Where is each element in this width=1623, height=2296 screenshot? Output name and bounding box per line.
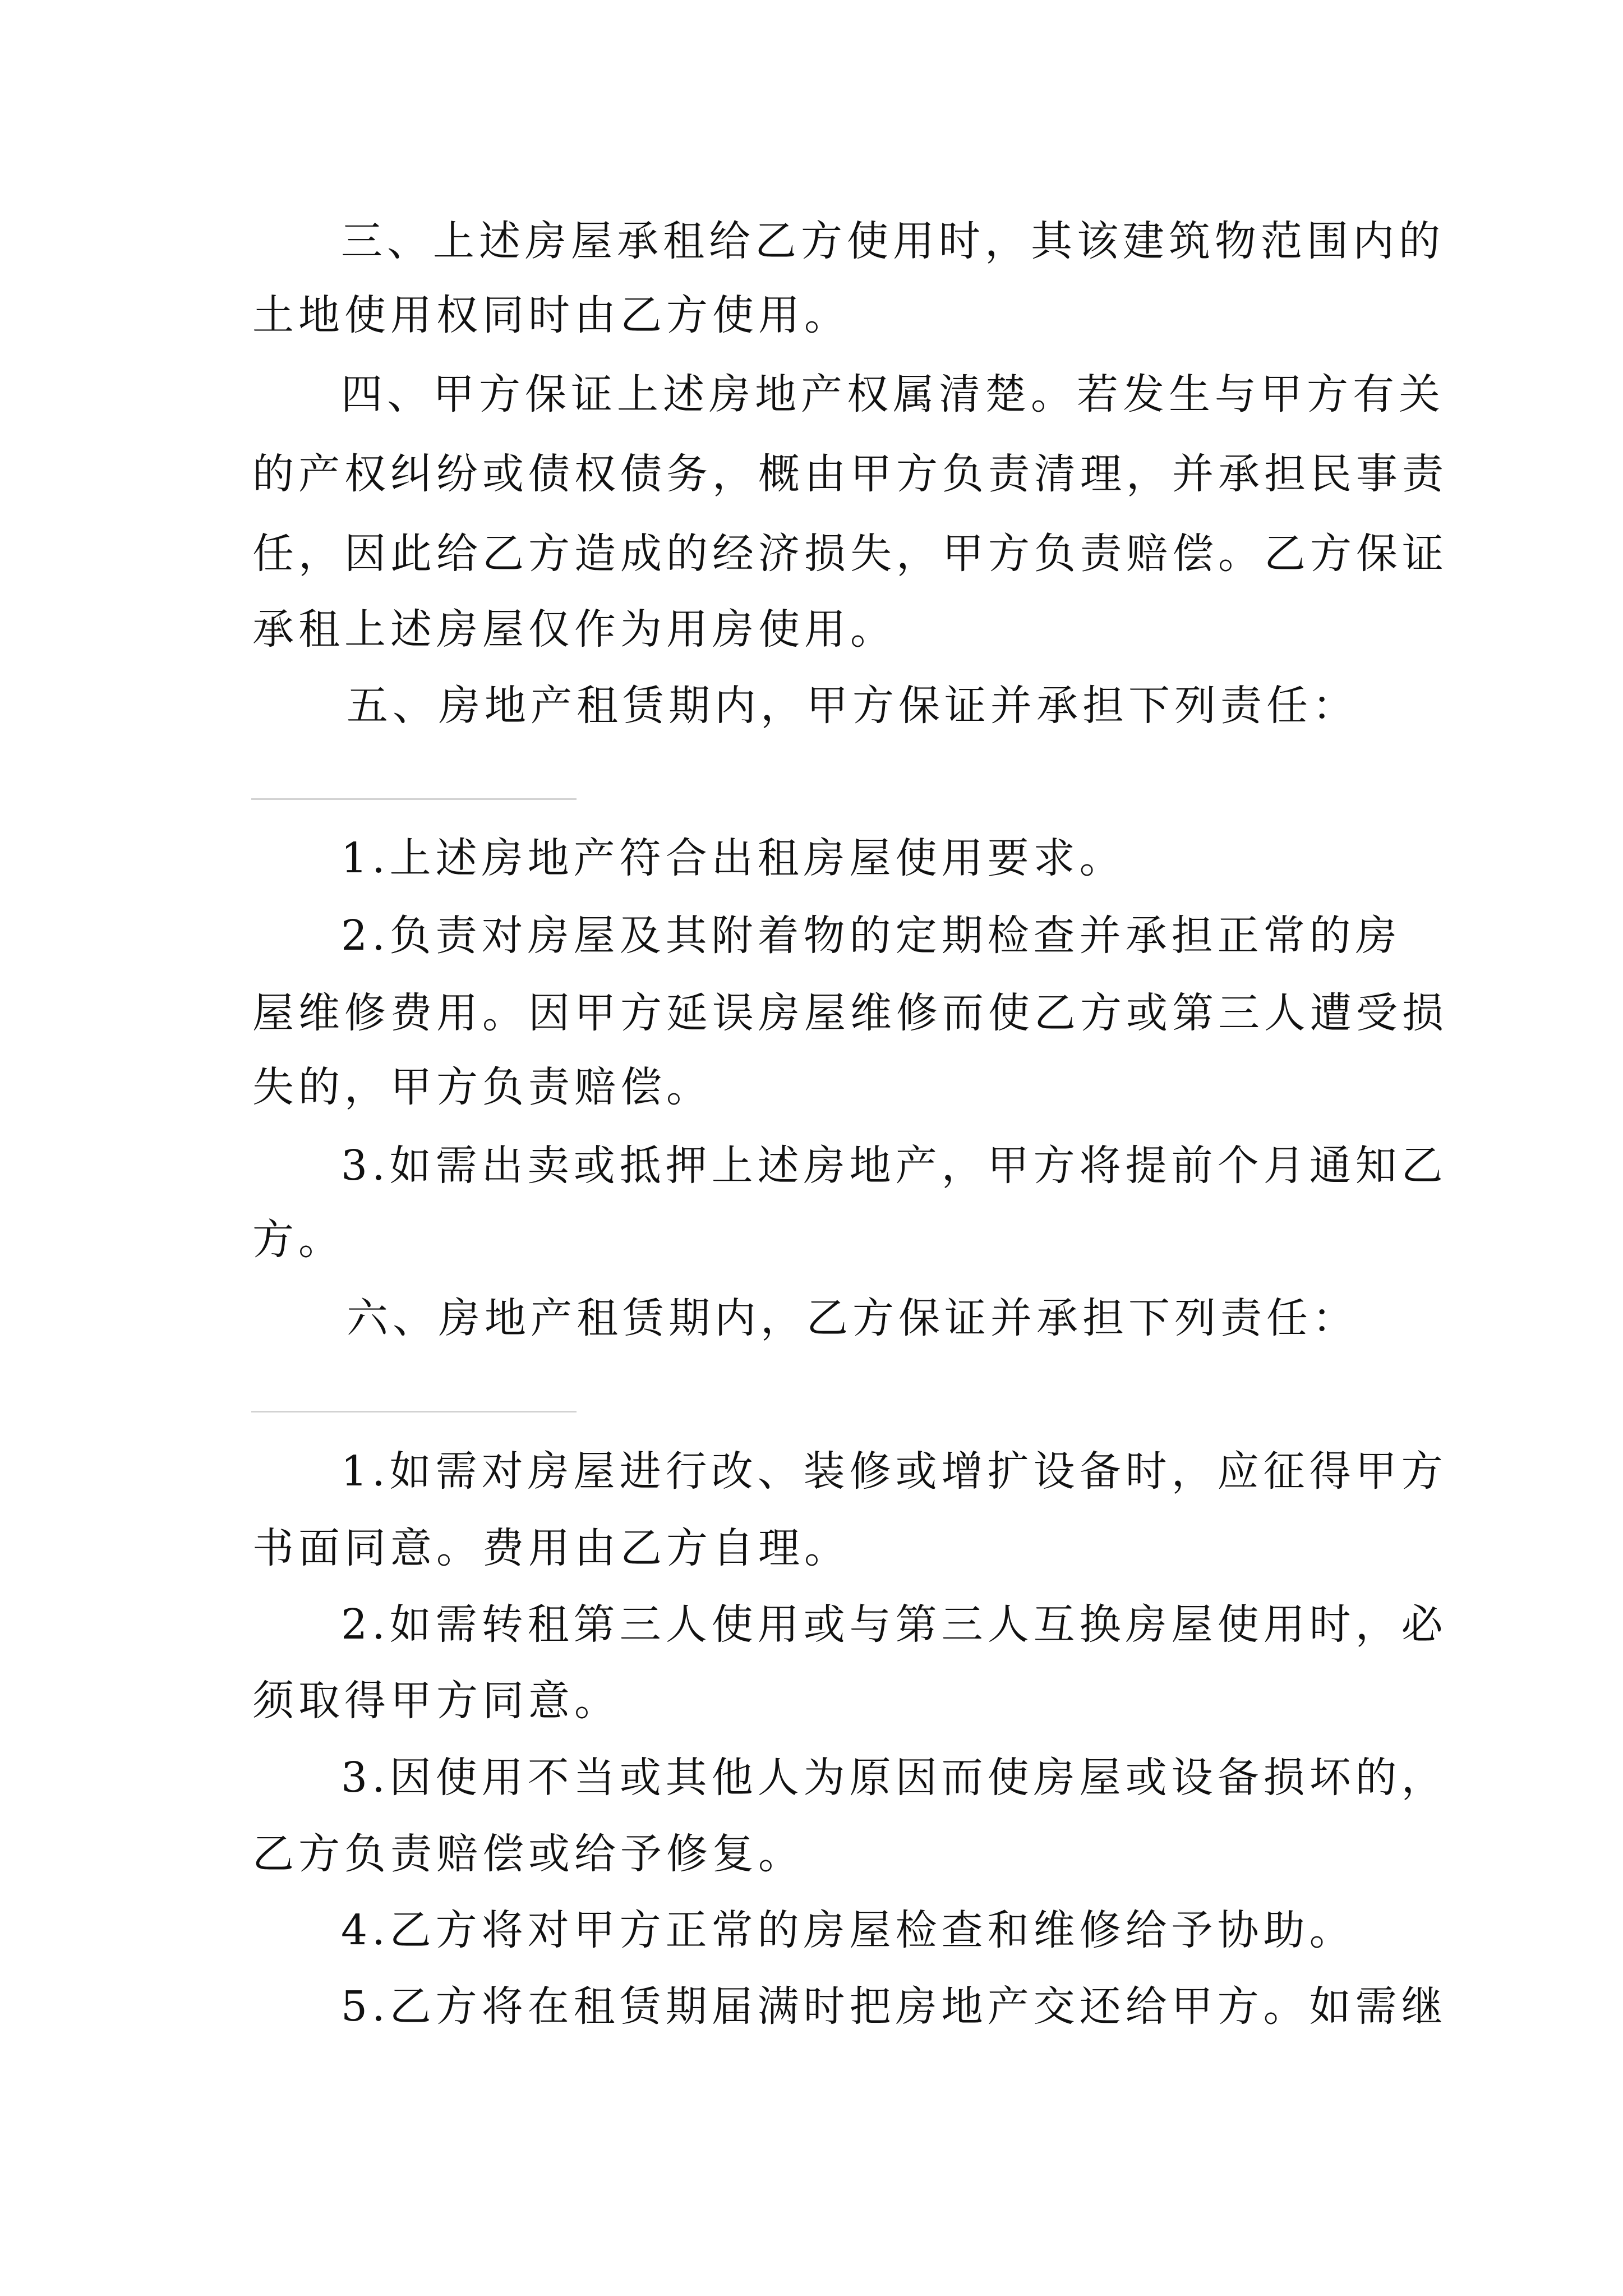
section-5-item-1: 1.上述房地产符合出租房屋使用要求。 <box>341 834 1126 882</box>
section-4-line-4: 承租上述房屋仅作为用房使用。 <box>252 605 896 654</box>
section-6-divider <box>251 1411 577 1412</box>
section-3-line-1: 三、上述房屋承租给乙方使用时，其该建筑物范围内的 <box>341 217 1445 265</box>
section-5-item-2-line-3: 失的，甲方负责赔偿。 <box>252 1063 712 1111</box>
section-5-heading: 五、房地产租赁期内，甲方保证并承担下列责任： <box>347 682 1358 730</box>
section-6-item-2-line-1: 2.如需转租第三人使用或与第三人互换房屋使用时，必 <box>341 1600 1447 1649</box>
section-6-heading: 六、房地产租赁期内，乙方保证并承担下列责任： <box>347 1294 1358 1342</box>
section-5-item-3-line-1: 3.如需出卖或抵押上述房地产，甲方将提前个月通知乙 <box>341 1142 1447 1190</box>
section-4-line-2: 的产权纠纷或债权债务，概由甲方负责清理，并承担民事责 <box>252 450 1448 498</box>
section-3-line-2: 土地使用权同时由乙方使用。 <box>252 291 850 339</box>
section-5-item-3-line-2: 方。 <box>252 1216 344 1264</box>
section-6-item-4: 4.乙方将对甲方正常的房屋检查和维修给予协助。 <box>341 1906 1355 1954</box>
section-5-item-2-line-1: 2.负责对房屋及其附着物的定期检查并承担正常的房 <box>341 912 1401 960</box>
section-6-item-2-line-2: 须取得甲方同意。 <box>252 1677 620 1725</box>
section-4-line-1: 四、甲方保证上述房地产权属清楚。若发生与甲方有关 <box>341 370 1445 418</box>
section-5-item-2-line-2: 屋维修费用。因甲方延误房屋维修而使乙方或第三人遭受损 <box>252 989 1448 1037</box>
section-4-line-3: 任，因此给乙方造成的经济损失，甲方负责赔偿。乙方保证 <box>252 530 1448 578</box>
section-6-item-1-line-2: 书面同意。费用由乙方自理。 <box>252 1524 850 1572</box>
section-6-item-1-line-1: 1.如需对房屋进行改、装修或增扩设备时，应征得甲方 <box>341 1447 1447 1496</box>
section-5-divider <box>251 798 577 800</box>
section-6-item-5-line-1: 5.乙方将在租赁期届满时把房地产交还给甲方。如需继 <box>341 1982 1447 2031</box>
section-6-item-3-line-1: 3.因使用不当或其他人为原因而使房屋或设备损坏的， <box>341 1754 1447 1802</box>
section-6-item-3-line-2: 乙方负责赔偿或给予修复。 <box>252 1830 804 1878</box>
